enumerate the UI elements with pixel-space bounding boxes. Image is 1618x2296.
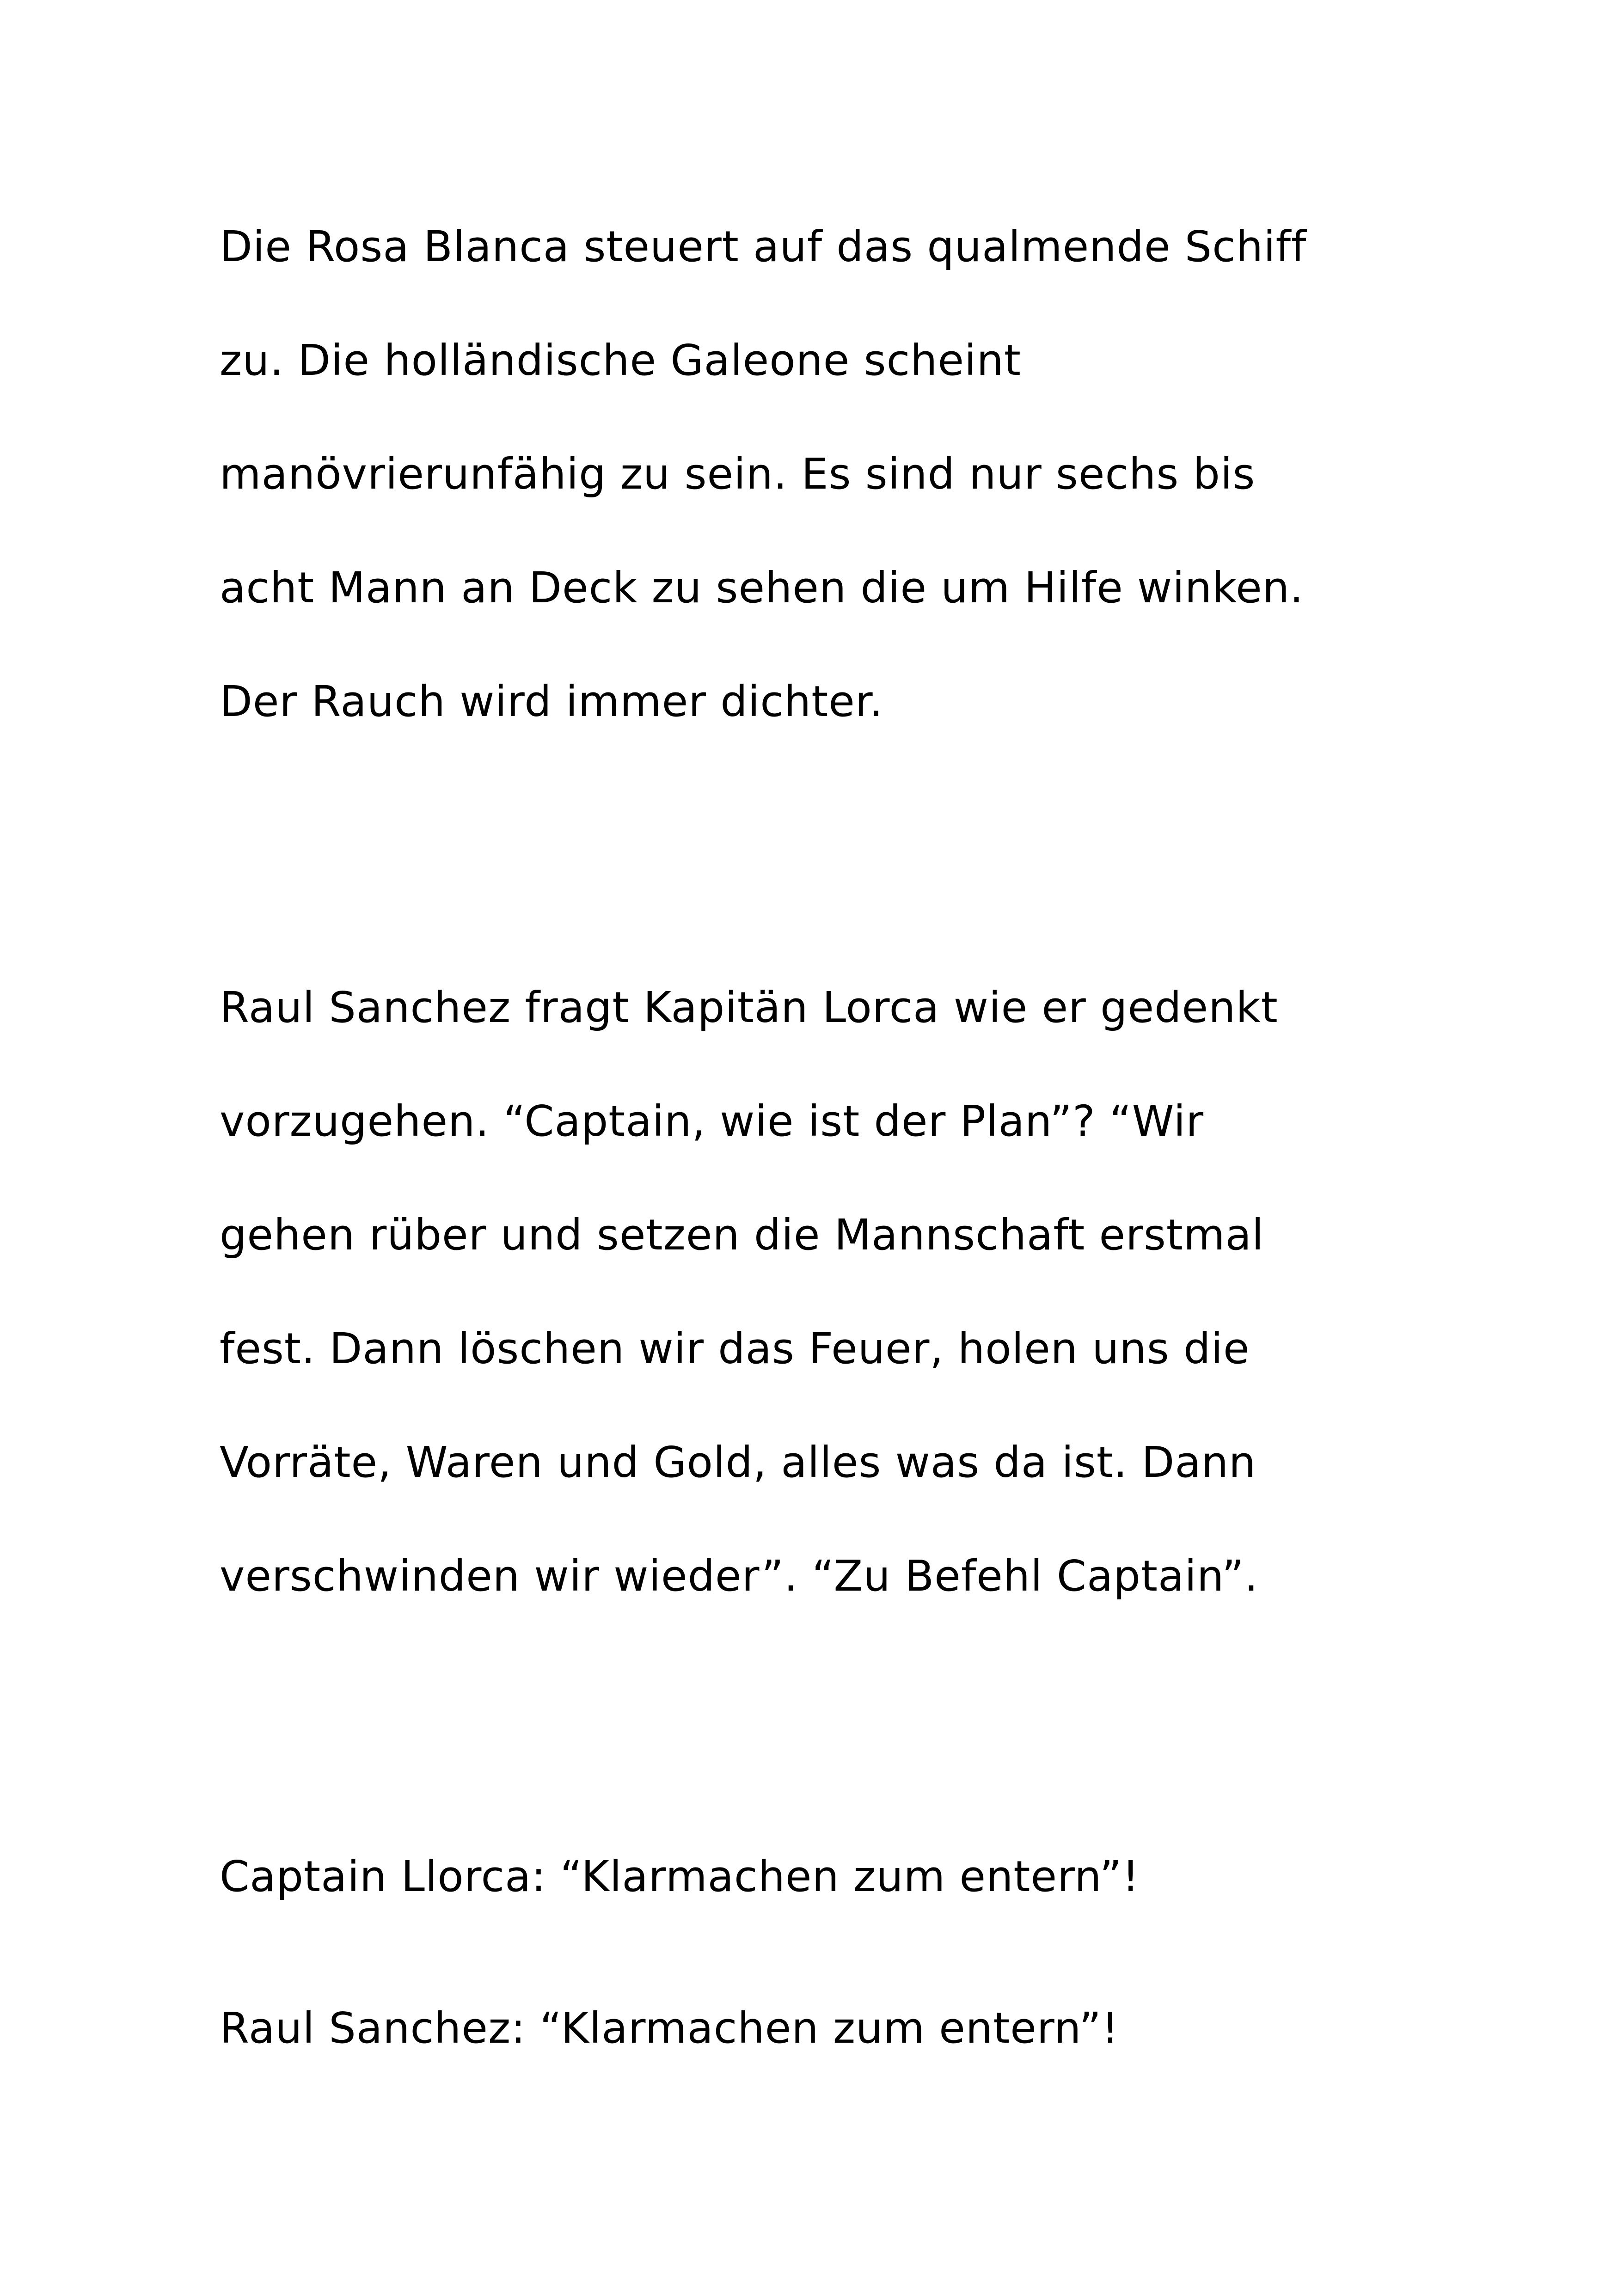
text-line: acht Mann an Deck zu sehen die um Hilfe winken. <box>220 563 1304 612</box>
text-line: Der Rauch wird immer dichter. <box>220 677 883 726</box>
text-line: Vorräte, Waren und Gold, alles was da ist. Dann <box>220 1438 1256 1487</box>
dialogue-line-raul: Raul Sanchez: “Klarmachen zum entern”! <box>220 2003 1119 2053</box>
text-line: zu. Die holländische Galeone scheint <box>220 336 1022 385</box>
text-line: Die Rosa Blanca steuert auf das qualmende Schiff <box>220 222 1307 271</box>
text-line: vorzugehen. “Captain, wie ist der Plan”? “Wir <box>220 1096 1204 1146</box>
text-line: fest. Dann löschen wir das Feuer, holen uns die <box>220 1324 1250 1373</box>
text-line: verschwinden wir wieder”. “Zu Befehl Captain”. <box>220 1551 1259 1601</box>
text-line: Raul Sanchez fragt Kapitän Lorca wie er gedenkt <box>220 983 1278 1032</box>
dialogue-line-captain: Captain Llorca: “Klarmachen zum entern”! <box>220 1852 1140 1901</box>
text-line: gehen rüber und setzen die Mannschaft erstmal <box>220 1210 1264 1260</box>
text-line: manövrierunfähig zu sein. Es sind nur sechs bis <box>220 449 1256 499</box>
